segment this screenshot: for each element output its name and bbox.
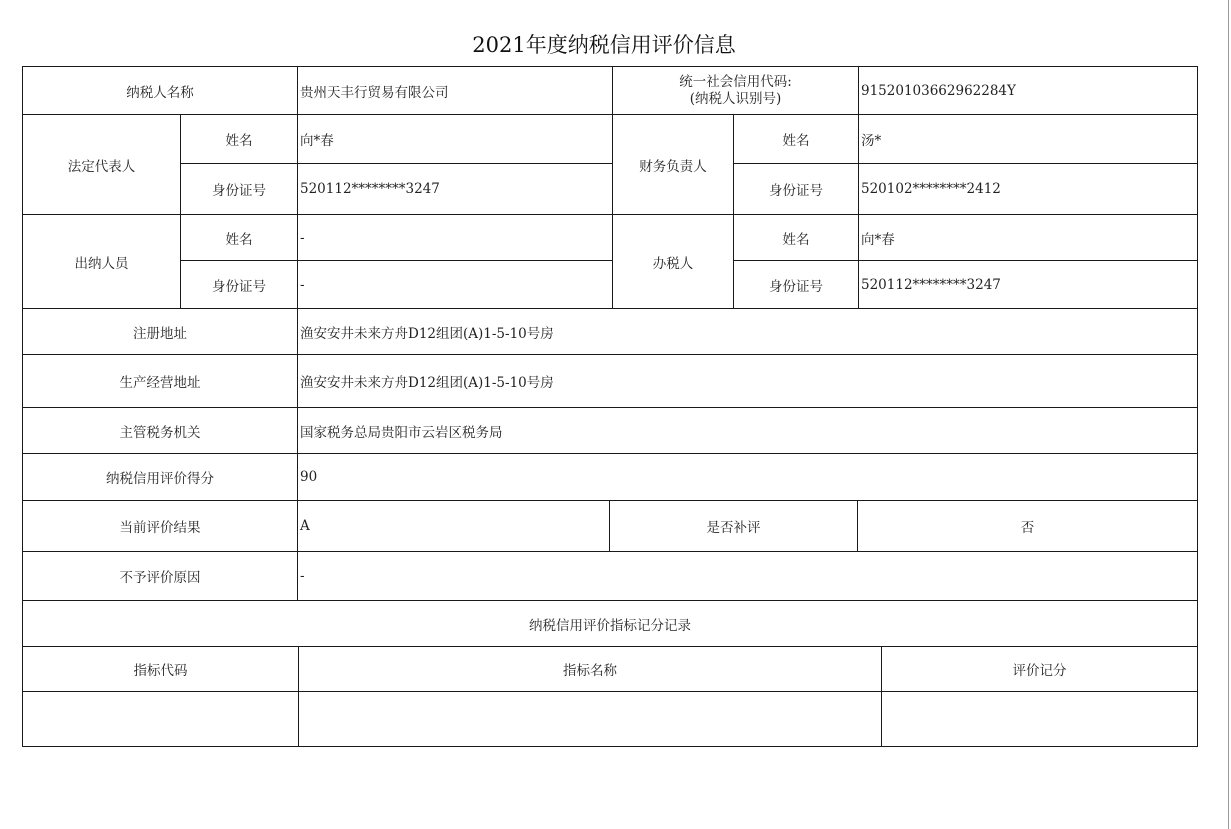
tax-agent-name-value: 向*春 (858, 214, 1198, 261)
legal-rep-id-value: 520112********3247 (297, 163, 613, 215)
finance-head-name-value: 汤* (858, 114, 1198, 164)
registered-address-value: 渔安安井未来方舟D12组团(A)1-5-10号房 (297, 308, 1198, 355)
legal-rep-id-label: 身份证号 (180, 163, 298, 215)
credit-score-value: 90 (297, 453, 1198, 501)
no-eval-reason-value: - (297, 551, 1198, 601)
taxpayer-name-value: 贵州天丰行贸易有限公司 (297, 66, 613, 115)
current-result-value: A (297, 500, 610, 552)
credit-code-label (612, 66, 859, 115)
credit-code-label-line2: (纳税人识别号) (689, 90, 782, 107)
no-eval-reason-label: 不予评价原因 (22, 551, 298, 601)
tax-authority-label: 主管税务机关 (22, 407, 298, 454)
page-edge-line (1228, 0, 1229, 829)
tax-agent-id-value: 520112********3247 (858, 260, 1198, 309)
tax-agent-id-label: 身份证号 (733, 260, 859, 309)
taxpayer-name-label: 纳税人名称 (22, 66, 298, 115)
finance-head-name-label: 姓名 (733, 114, 859, 164)
business-address-value: 渔安安井未来方舟D12组团(A)1-5-10号房 (297, 354, 1198, 408)
index-name-cell (298, 691, 882, 747)
current-result-label: 当前评价结果 (22, 500, 298, 552)
index-record-title: 纳税信用评价指标记分记录 (22, 600, 1198, 647)
supplement-eval-label: 是否补评 (609, 500, 858, 552)
credit-code-label-line1: 统一社会信用代码: (679, 73, 792, 90)
supplement-eval-value: 否 (857, 500, 1198, 552)
cashier-label: 出纳人员 (22, 214, 181, 309)
legal-rep-name-value: 向*春 (297, 114, 613, 164)
index-code-cell (22, 691, 299, 747)
legal-rep-name-label: 姓名 (180, 114, 298, 164)
finance-head-label: 财务负责人 (612, 114, 734, 215)
finance-head-id-value: 520102********2412 (858, 163, 1198, 215)
cashier-name-label: 姓名 (180, 214, 298, 261)
credit-score-label: 纳税信用评价得分 (22, 453, 298, 501)
cashier-id-value: - (297, 260, 613, 309)
index-name-header: 指标名称 (298, 646, 882, 692)
index-score-cell (881, 691, 1198, 747)
index-score-header: 评价记分 (881, 646, 1198, 692)
business-address-label: 生产经营地址 (22, 354, 298, 408)
document-title: 2021年度纳税信用评价信息 (472, 33, 736, 57)
index-code-header: 指标代码 (22, 646, 299, 692)
tax-authority-value: 国家税务总局贵阳市云岩区税务局 (297, 407, 1198, 454)
credit-code-value: 91520103662962284Y (858, 66, 1198, 115)
legal-rep-label: 法定代表人 (22, 114, 181, 215)
cashier-id-label: 身份证号 (180, 260, 298, 309)
cashier-name-value: - (297, 214, 613, 261)
finance-head-id-label: 身份证号 (733, 163, 859, 215)
tax-agent-name-label: 姓名 (733, 214, 859, 261)
tax-agent-label: 办税人 (612, 214, 734, 309)
registered-address-label: 注册地址 (22, 308, 298, 355)
